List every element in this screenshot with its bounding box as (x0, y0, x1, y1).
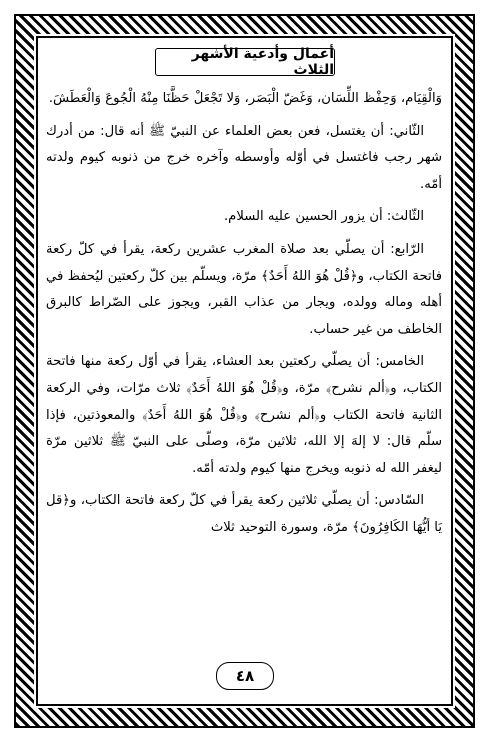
page-number-badge (216, 662, 274, 690)
paragraph: السّادس: أن يصلّي ثلاثين ركعة يقرأ في كلّ ركعة فاتحة الكتاب، و﴿قل يَا أيُّهَا الكَافِرُونَ﴾ مرّة، وسورة التوحيد ثلاث (46, 493, 442, 535)
page-body (46, 86, 442, 646)
paragraph: الرّابع: أن يصلّي بعد صلاة المغرب عشرين ركعة، يقرأ في كلّ ركعة فاتحة الكتاب، و﴿قُلْ هُوَ اللهُ أَحَدٌ﴾ مرّة، ويسلّم بين كلّ ركعتين ليُحفظ في أهله وماله وولده، ويجار من عذاب القبر، ويجوز على الصّراط كالبرق الخاطف من غير حساب. (46, 241, 442, 337)
page-number: ٤٨ (235, 667, 255, 685)
paragraph: الخامس: أن يصلّي ركعتين بعد العشاء، يقرأ في أوّل ركعة منها فاتحة الكتاب، و﴿ألم نشرح﴾ مرّة، و﴿قُلْ هُوَ اللهُ أَحَدٌ﴾ ثلاث مرّات، وفي الركعة الثانية فاتحة الكتاب و﴿ألم نشرح﴾ و﴿قُلْ هُوَ اللهُ أَحَدٌ﴾ والمعوذتين، فإذا سلّم قال: لا إلهَ إلا الله، ثلاثين مرّة، وصلّى على النبيّ ﷺ ثلاثين مرّة ليغفر الله له ذنوبه ويخرج منها كيوم ولدته أمّه. (46, 354, 442, 476)
running-header (155, 48, 335, 76)
paragraph: الثّالث: أن يزور الحسين عليه السلام. (223, 209, 424, 225)
paragraph: الثّاني: أن يغتسل، فعن بعض العلماء عن النبيّ ﷺ أنه قال: من أدرك شهر رجب فاغتسل في أوّله وأوسطه وآخره خرج من ذنوبه كيوم ولدته أمّه. (46, 123, 442, 192)
paragraph: وَالْقِيَام، وَحِفْظ اللِّسَان، وَغَضّ الْبَصَر، وَلا تَجْعَلْ حَظَّنَا مِنْهُ الْجُوعَ وَالْعَطَشَ. (48, 91, 442, 106)
running-header-title: أعمال وأدعية الأشهر الثلاث (191, 46, 334, 78)
